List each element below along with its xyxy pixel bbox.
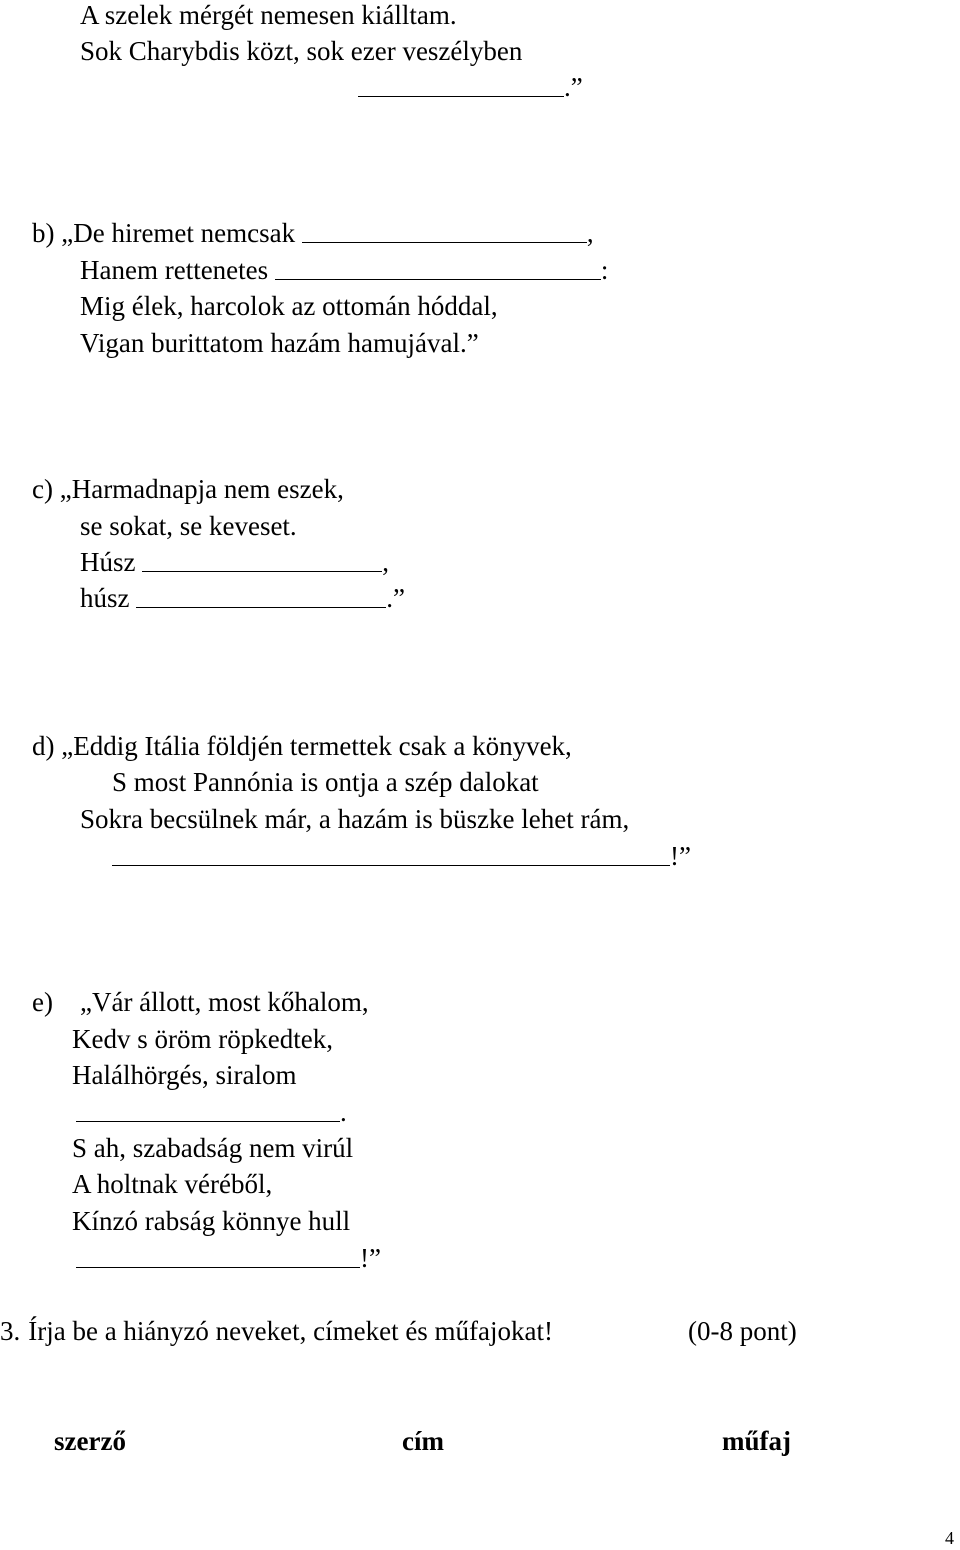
poem-line-blank: !” bbox=[76, 1243, 381, 1273]
poem-line: A szelek mérgét nemesen kiálltam. bbox=[80, 0, 457, 30]
answer-blank[interactable] bbox=[142, 571, 382, 572]
poem-line-blank: húsz .” bbox=[80, 583, 405, 613]
column-header-author: szerző bbox=[54, 1426, 126, 1456]
task-heading bbox=[0, 1316, 553, 1346]
column-header-title: cím bbox=[402, 1426, 444, 1456]
answer-blank[interactable] bbox=[112, 865, 670, 866]
poem-line: se sokat, se keveset. bbox=[80, 511, 297, 541]
task-points: (0-8 pont) bbox=[688, 1316, 797, 1346]
answer-blank[interactable] bbox=[136, 607, 386, 608]
poem-line-blank: !” bbox=[112, 841, 691, 871]
poem-line: Halálhörgés, siralom bbox=[72, 1060, 297, 1090]
answer-blank[interactable] bbox=[358, 96, 564, 97]
poem-line-blank: .” bbox=[358, 72, 583, 102]
poem-line: Vigan burittatom hazám hamujával.” bbox=[80, 328, 479, 358]
poem-line-blank: Húsz , bbox=[80, 547, 389, 577]
column-header-genre: műfaj bbox=[722, 1426, 791, 1456]
poem-line: Kedv s öröm röpkedtek, bbox=[72, 1024, 333, 1054]
page-number: 4 bbox=[945, 1528, 954, 1548]
poem-line: Mig élek, harcolok az ottomán hóddal, bbox=[80, 291, 498, 321]
answer-blank[interactable] bbox=[76, 1121, 340, 1122]
poem-line: S most Pannónia is ontja a szép dalokat bbox=[112, 767, 539, 797]
poem-line-blank: Hanem rettenetes : bbox=[80, 255, 609, 285]
answer-blank[interactable] bbox=[275, 279, 601, 280]
poem-line: Sokra becsülnek már, a hazám is büszke lehet rám, bbox=[80, 804, 630, 834]
poem-line: Kínzó rabság könnye hull bbox=[72, 1206, 351, 1236]
task-number: 3. bbox=[0, 1316, 21, 1346]
poem-line-blank: . bbox=[76, 1097, 347, 1127]
answer-blank[interactable] bbox=[76, 1267, 360, 1268]
poem-line-blank: b) „De hiremet nemcsak , bbox=[32, 218, 594, 248]
poem-line: S ah, szabadság nem virúl bbox=[72, 1133, 354, 1163]
task-instruction: Írja be a hiányzó neveket, címeket és műfajokat! bbox=[28, 1316, 554, 1346]
answer-blank[interactable] bbox=[302, 242, 587, 243]
poem-line: A holtnak véréből, bbox=[72, 1169, 273, 1199]
poem-line: c) „Harmadnapja nem eszek, bbox=[32, 474, 344, 504]
poem-line: Sok Charybdis közt, sok ezer veszélyben bbox=[80, 36, 523, 66]
poem-line: e) „Vár állott, most kőhalom, bbox=[32, 987, 369, 1017]
poem-line: d) „Eddig Itália földjén termettek csak a könyvek, bbox=[32, 731, 572, 761]
